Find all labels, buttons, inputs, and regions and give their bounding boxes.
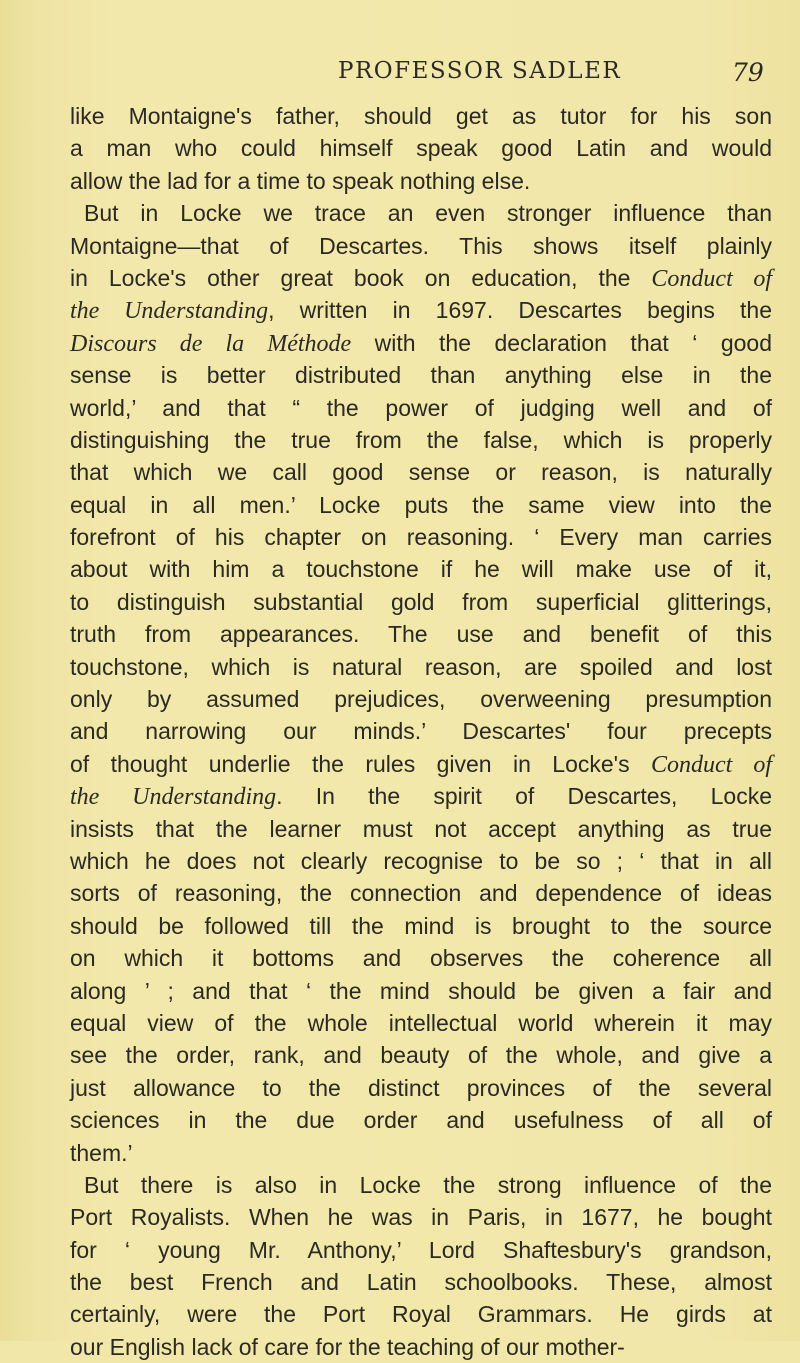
text-segment: world,’ and that “ the power of judging well and of [70, 394, 772, 421]
text-segment: equal view of the whole intellectual world wherein it may [70, 1009, 772, 1036]
text-line [70, 748, 772, 780]
text-line [70, 618, 772, 650]
text-line [70, 651, 772, 683]
text-line [70, 1234, 772, 1266]
text-line [70, 165, 772, 197]
text-segment: sense is better distributed than anything else in the [70, 362, 772, 389]
text-line [70, 845, 772, 877]
text-line [70, 877, 772, 909]
text-line [70, 1104, 772, 1136]
text-segment: Montaigne—that of Descartes. This shows itself plainly [70, 232, 772, 259]
text-segment: in Locke's other great book on education, the [70, 264, 652, 291]
text-segment: equal in all men.’ Locke puts the same view into the [70, 491, 772, 518]
text-segment: of thought underlie the rules given in Locke's [70, 750, 651, 777]
page-header [0, 58, 800, 90]
text-segment: distinguishing the true from the false, which is properly [70, 426, 772, 453]
text-line [70, 1137, 772, 1169]
text-line [70, 197, 772, 229]
text-line [70, 489, 772, 521]
text-segment: with the declaration that ‘ good [351, 329, 772, 356]
italic-title: Conduct of [650, 751, 772, 778]
text-segment: certainly, were the Port Royal Grammars. He girds at [70, 1301, 772, 1328]
text-line [70, 392, 772, 424]
body-text [70, 100, 772, 1363]
text-line [70, 424, 772, 456]
text-segment: Port Royalists. When he was in Paris, in 1677, he bought [70, 1204, 772, 1231]
text-line [70, 780, 772, 812]
text-line [70, 1331, 772, 1363]
text-segment: that which we call good sense or reason, is naturally [70, 459, 772, 486]
text-segment: about with him a touchstone if he will make use of it, [70, 556, 772, 583]
text-line [70, 910, 772, 942]
text-segment: them.’ [70, 1139, 133, 1166]
text-line [70, 553, 772, 585]
text-segment: , written in 1697. Descartes begins the [268, 297, 772, 324]
text-segment: the best French and Latin schoolbooks. These, almost [70, 1269, 772, 1296]
text-segment: allow the lad for a time to speak nothing else. [70, 167, 531, 194]
text-segment: sciences in the due order and usefulness of all of [70, 1107, 772, 1134]
text-segment: which he does not clearly recognise to be so ; ‘ that in all [70, 847, 772, 874]
text-line [70, 1201, 772, 1233]
italic-title: the Understanding [70, 298, 269, 325]
text-line [70, 942, 772, 974]
text-segment: and narrowing our minds.’ Descartes' four precepts [70, 718, 772, 745]
text-segment: for ‘ young Mr. Anthony,’ Lord Shaftesbury's grandson, [70, 1236, 772, 1263]
text-segment: . In the spirit of Descartes, Locke [276, 783, 772, 810]
italic-title: Conduct of [651, 265, 772, 292]
text-line [70, 1266, 772, 1298]
text-line [70, 1007, 772, 1039]
italic-title: the Understanding [70, 784, 277, 811]
text-segment: touchstone, which is natural reason, are spoiled and lost [70, 653, 772, 680]
text-segment: forefront of his chapter on reasoning. ‘ Every man carries [70, 524, 772, 551]
text-line [70, 715, 772, 747]
italic-title: Discours de la Méthode [70, 330, 352, 357]
text-line [70, 327, 772, 359]
text-segment: sorts of reasoning, the connection and dependence of ideas [70, 880, 772, 907]
text-line [70, 975, 772, 1007]
text-segment: to distinguish substantial gold from superficial glitterings, [70, 588, 772, 615]
text-line [70, 1169, 772, 1201]
text-segment: along ’ ; and that ‘ the mind should be given a fair and [70, 977, 772, 1004]
text-line [70, 294, 772, 326]
text-line [70, 1072, 772, 1104]
text-line [70, 586, 772, 618]
text-segment: But in Locke we trace an even stronger influence than [84, 200, 772, 227]
text-line [70, 100, 772, 132]
text-line [70, 813, 772, 845]
text-segment: see the order, rank, and beauty of the whole, and give a [70, 1042, 772, 1069]
text-line [70, 521, 772, 553]
text-segment: on which it bottoms and observes the coherence all [70, 945, 772, 972]
running-head: PROFESSOR SADLER [338, 58, 622, 84]
page-number: 79 [732, 58, 764, 87]
text-line [70, 359, 772, 391]
text-segment: only by assumed prejudices, overweening presumption [70, 686, 772, 713]
text-segment: insists that the learner must not accept anything as true [70, 815, 772, 842]
text-line [70, 230, 772, 262]
text-line [70, 262, 772, 294]
text-segment: should be followed till the mind is brought to the source [70, 912, 772, 939]
text-line [70, 1298, 772, 1330]
text-line [70, 1039, 772, 1071]
text-segment: our English lack of care for the teaching of our mother- [70, 1333, 625, 1360]
text-segment: just allowance to the distinct provinces of the several [70, 1074, 772, 1101]
text-line [70, 456, 772, 488]
text-line [70, 683, 772, 715]
text-segment: a man who could himself speak good Latin and would [70, 135, 772, 162]
text-line [70, 132, 772, 164]
text-segment: But there is also in Locke the strong influence of the [84, 1171, 772, 1198]
text-segment: truth from appearances. The use and benefit of this [70, 621, 772, 648]
text-segment: like Montaigne's father, should get as tutor for his son [70, 103, 772, 129]
